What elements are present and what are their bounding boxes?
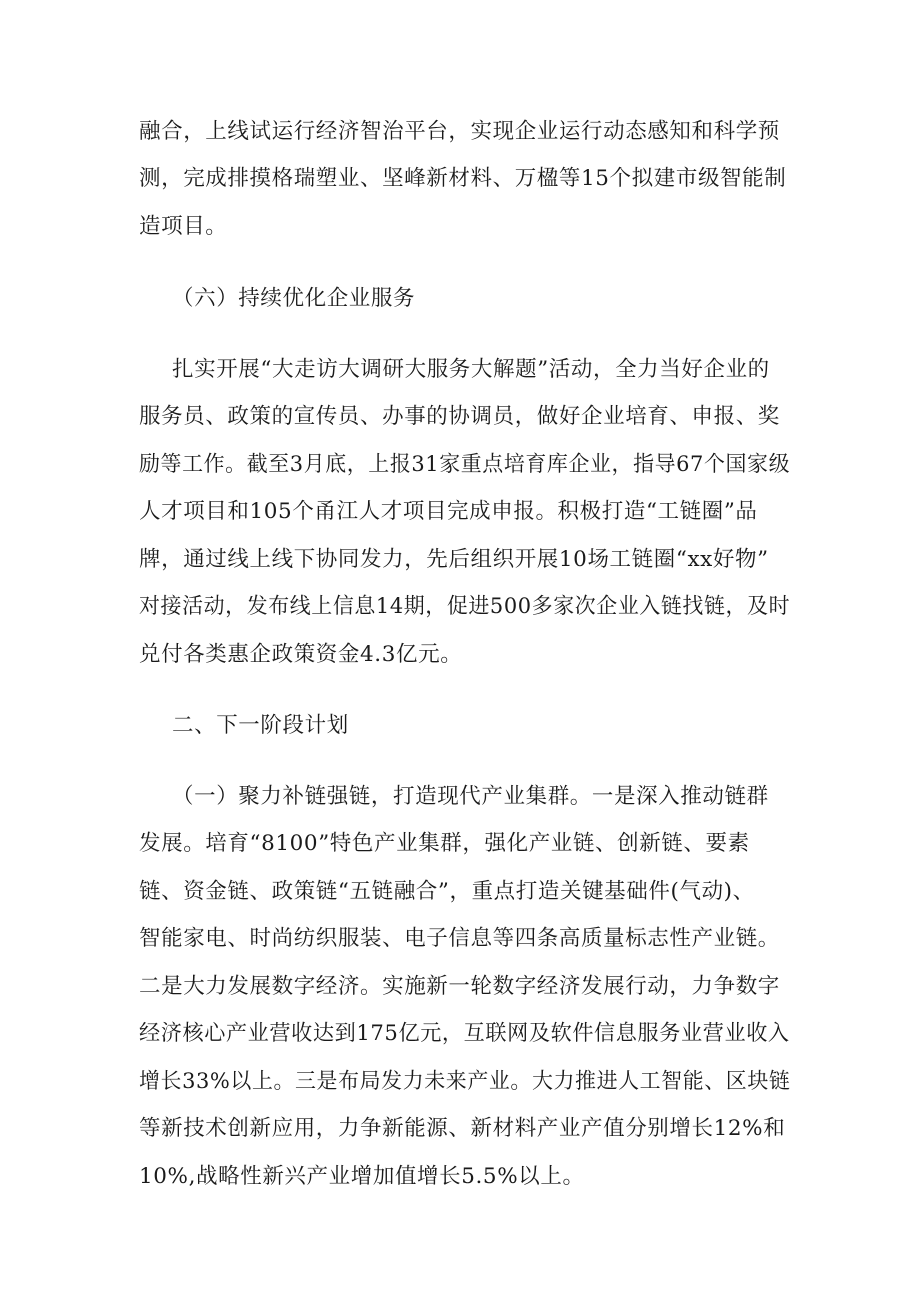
paragraph-line: 二是大力发展数字经济。实施新一轮数字经济发展行动，力争数字 bbox=[139, 974, 780, 999]
paragraph-line: 服务员、政策的宣传员、办事的协调员，做好企业培育、申报、奖 bbox=[139, 404, 780, 429]
paragraph-line: 牌，通过线上线下协同发力，先后组织开展10场工链圈“xx好物” bbox=[139, 547, 769, 572]
section-heading: （六）持续优化企业服务 bbox=[172, 286, 416, 311]
paragraph-line: 励等工作。截至3月底，上报31家重点培育库企业，指导67个国家级 bbox=[139, 452, 791, 477]
paragraph-line: 对接活动，发布线上信息14期，促进500多家次企业入链找链，及时 bbox=[139, 594, 791, 619]
paragraph-line: 人才项目和105个甬江人才项目完成申报。积极打造“工链圈”品 bbox=[139, 499, 758, 524]
paragraph-line: 等新技术创新应用，力争新能源、新材料产业产值分别增长12%和 bbox=[139, 1116, 786, 1141]
paragraph-line: 链、资金链、政策链“五链融合”，重点打造关键基础件(气动)、 bbox=[139, 879, 755, 904]
paragraph-line: 造项目。 bbox=[139, 214, 228, 239]
section-heading: 二、下一阶段计划 bbox=[172, 713, 349, 738]
paragraph-line: 兑付各类惠企政策资金4.3亿元。 bbox=[139, 642, 463, 667]
paragraph-line: 融合，上线试运行经济智治平台，实现企业运行动态感知和科学预 bbox=[139, 119, 780, 144]
paragraph-line: 智能家电、时尚纺织服装、电子信息等四条高质量标志性产业链。 bbox=[139, 926, 780, 951]
paragraph-line: 经济核心产业营收达到175亿元，互联网及软件信息服务业营业收入 bbox=[139, 1021, 790, 1046]
paragraph-line: 10%,战略性新兴产业增加值增长5.5%以上。 bbox=[139, 1164, 585, 1189]
paragraph-line: 增长33%以上。三是布局发力未来产业。大力推进人工智能、区块链 bbox=[139, 1069, 791, 1094]
paragraph-line: （一）聚力补链强链，打造现代产业集群。一是深入推动链群 bbox=[172, 784, 769, 809]
paragraph-line: 测，完成排摸格瑞塑业、坚峰新材料、万楹等15个拟建市级智能制 bbox=[139, 166, 787, 191]
paragraph-line: 发展。培育“8100”特色产业集群，强化产业链、创新链、要素 bbox=[139, 831, 750, 856]
paragraph-line: 扎实开展“大走访大调研大服务大解题”活动，全力当好企业的 bbox=[172, 357, 770, 382]
